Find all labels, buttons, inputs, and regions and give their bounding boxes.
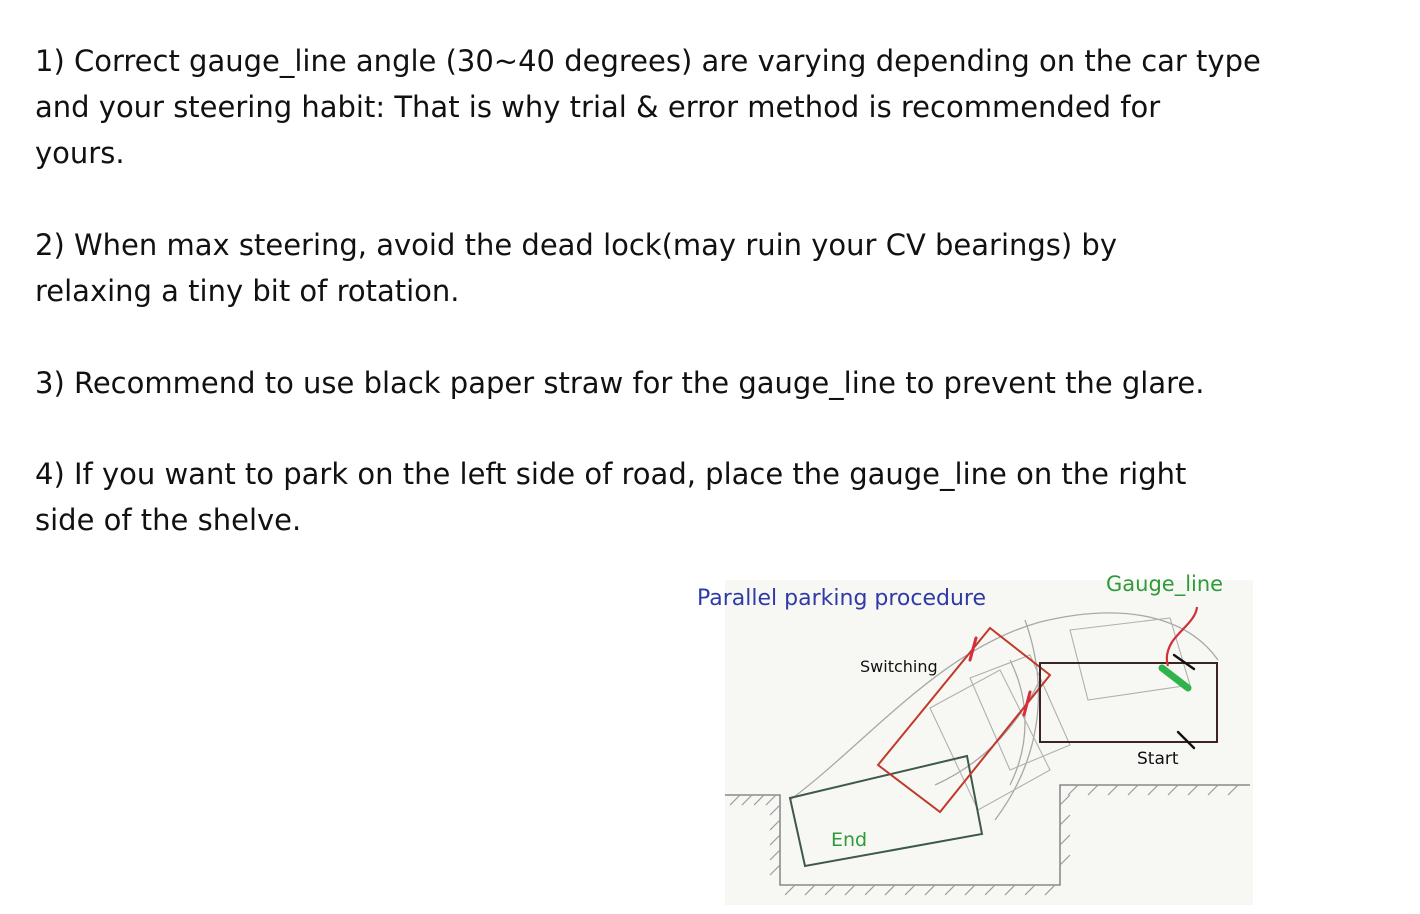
note-4 — [35, 451, 1375, 543]
note-1-line-3: yours. — [35, 136, 125, 170]
note-2-line-2: relaxing a tiny bit of rotation. — [35, 274, 460, 308]
note-2 — [35, 222, 1375, 314]
note-1-line-2: and your steering habit: That is why trial & error method is recommended for — [35, 90, 1161, 124]
switching-label: Switching — [860, 657, 938, 676]
start-label: Start — [1137, 749, 1179, 769]
note-3 — [35, 360, 1375, 406]
note-1-line-1: 1) Correct gauge_line angle (30~40 degrees) are varying depending on the car type — [35, 44, 1261, 78]
parallel-parking-diagram — [610, 560, 1270, 910]
gauge-line-label: Gauge_line — [1106, 572, 1224, 596]
note-4-line-2: side of the shelve. — [35, 503, 302, 537]
note-2-line-1: 2) When max steering, avoid the dead lock(may ruin your CV bearings) by — [35, 228, 1118, 262]
end-label: End — [831, 829, 868, 851]
parking-diagram-drawing — [610, 560, 1270, 910]
note-4-line-1: 4) If you want to park on the left side of road, place the gauge_line on the right — [35, 457, 1187, 491]
note-1 — [35, 38, 1375, 176]
diagram-title: Parallel parking procedure — [697, 586, 987, 611]
note-3-line-1: 3) Recommend to use black paper straw for the gauge_line to prevent the glare. — [35, 366, 1205, 400]
